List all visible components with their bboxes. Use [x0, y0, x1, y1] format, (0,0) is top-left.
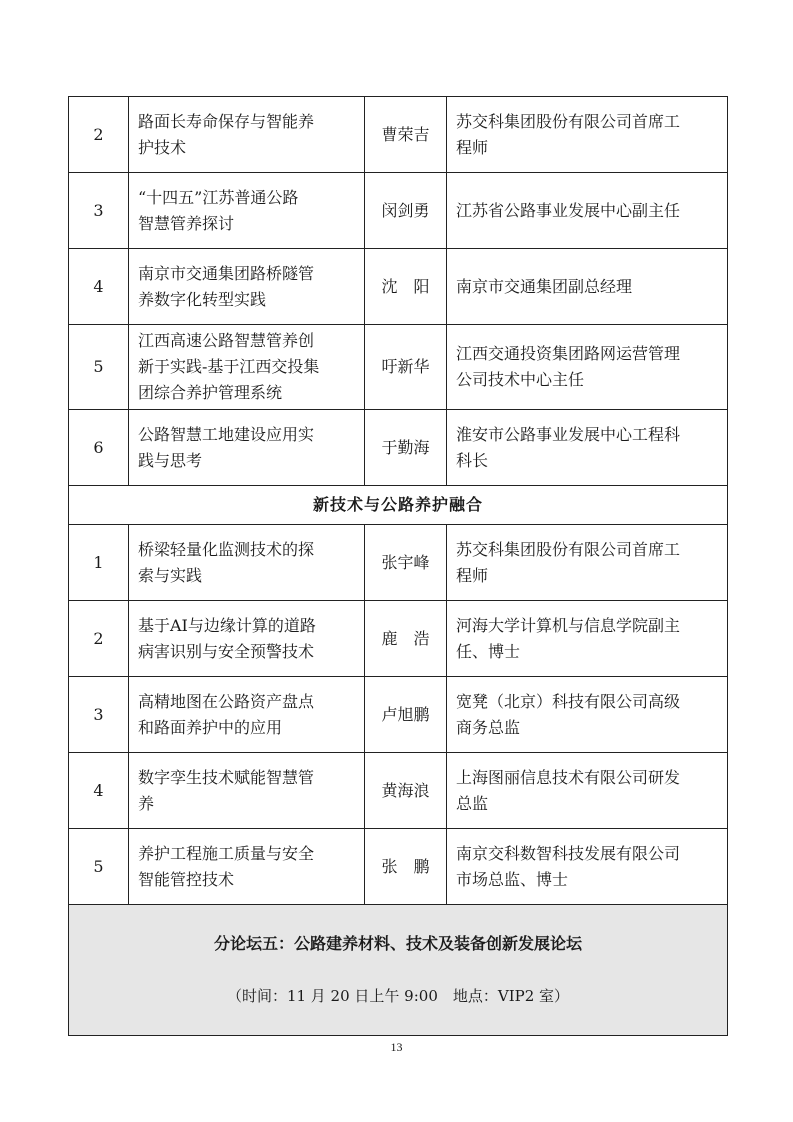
table-row — [69, 97, 728, 173]
topic-cell: 南京市交通集团路桥隧管 养数字化转型实践 — [129, 249, 365, 325]
table-row — [69, 525, 728, 601]
speaker-cell: 吁新华 — [365, 325, 447, 410]
topic-cell: 公路智慧工地建设应用实 践与思考 — [129, 410, 365, 486]
affiliation-cell: 苏交科集团股份有限公司首席工 程师 — [447, 525, 728, 601]
page-number: 13 — [390, 1040, 403, 1054]
affiliation-cell: 苏交科集团股份有限公司首席工 程师 — [447, 97, 728, 173]
row-number: 4 — [69, 249, 129, 325]
topic-cell: 桥梁轻量化监测技术的探 索与实践 — [129, 525, 365, 601]
speaker-cell: 沈 阳 — [365, 249, 447, 325]
row-number: 3 — [69, 677, 129, 753]
row-number: 5 — [69, 829, 129, 905]
affiliation-cell: 河海大学计算机与信息学院副主 任、博士 — [447, 601, 728, 677]
speaker-cell: 张 鹏 — [365, 829, 447, 905]
table-row — [69, 753, 728, 829]
agenda-table — [68, 96, 728, 1036]
table-row — [69, 249, 728, 325]
section-header-row — [69, 486, 728, 525]
affiliation-cell: 宽凳（北京）科技有限公司高级 商务总监 — [447, 677, 728, 753]
table-row — [69, 601, 728, 677]
speaker-cell: 于勤海 — [365, 410, 447, 486]
speaker-cell: 鹿 浩 — [365, 601, 447, 677]
speaker-cell: 卢旭鹏 — [365, 677, 447, 753]
section-title: 新技术与公路养护融合 — [69, 486, 728, 525]
row-number: 1 — [69, 525, 129, 601]
forum-time-location: （时间：11 月 20 日上午 9:00 地点：VIP2 室） — [226, 987, 570, 1005]
forum-title: 分论坛五：公路建养材料、技术及装备创新发展论坛 — [213, 934, 582, 953]
row-number: 6 — [69, 410, 129, 486]
affiliation-cell: 江苏省公路事业发展中心副主任 — [447, 173, 728, 249]
affiliation-cell: 江西交通投资集团路网运营管理 公司技术中心主任 — [447, 325, 728, 410]
table-row — [69, 173, 728, 249]
row-number: 2 — [69, 97, 129, 173]
table-row — [69, 410, 728, 486]
topic-cell: 高精地图在公路资产盘点 和路面养护中的应用 — [129, 677, 365, 753]
row-number: 3 — [69, 173, 129, 249]
topic-cell: 数字孪生技术赋能智慧管 养 — [129, 753, 365, 829]
affiliation-cell: 南京交科数智科技发展有限公司 市场总监、博士 — [447, 829, 728, 905]
speaker-cell: 张宇峰 — [365, 525, 447, 601]
affiliation-cell: 淮安市公路事业发展中心工程科 科长 — [447, 410, 728, 486]
speaker-cell: 闵剑勇 — [365, 173, 447, 249]
topic-cell: “十四五”江苏普通公路 智慧管养探讨 — [129, 173, 365, 249]
forum-header-row — [69, 905, 728, 1036]
row-number: 2 — [69, 601, 129, 677]
affiliation-cell: 南京市交通集团副总经理 — [447, 249, 728, 325]
table-row — [69, 829, 728, 905]
row-number: 4 — [69, 753, 129, 829]
topic-cell: 养护工程施工质量与安全 智能管控技术 — [129, 829, 365, 905]
affiliation-cell: 上海图丽信息技术有限公司研发 总监 — [447, 753, 728, 829]
table-row — [69, 677, 728, 753]
table-row — [69, 325, 728, 410]
topic-cell: 路面长寿命保存与智能养 护技术 — [129, 97, 365, 173]
topic-cell: 江西高速公路智慧管养创 新于实践-基于江西交投集 团综合养护管理系统 — [129, 325, 365, 410]
topic-cell: 基于AI与边缘计算的道路 病害识别与安全预警技术 — [129, 601, 365, 677]
speaker-cell: 曹荣吉 — [365, 97, 447, 173]
speaker-cell: 黄海浪 — [365, 753, 447, 829]
forum-cell — [69, 905, 728, 1036]
row-number: 5 — [69, 325, 129, 410]
